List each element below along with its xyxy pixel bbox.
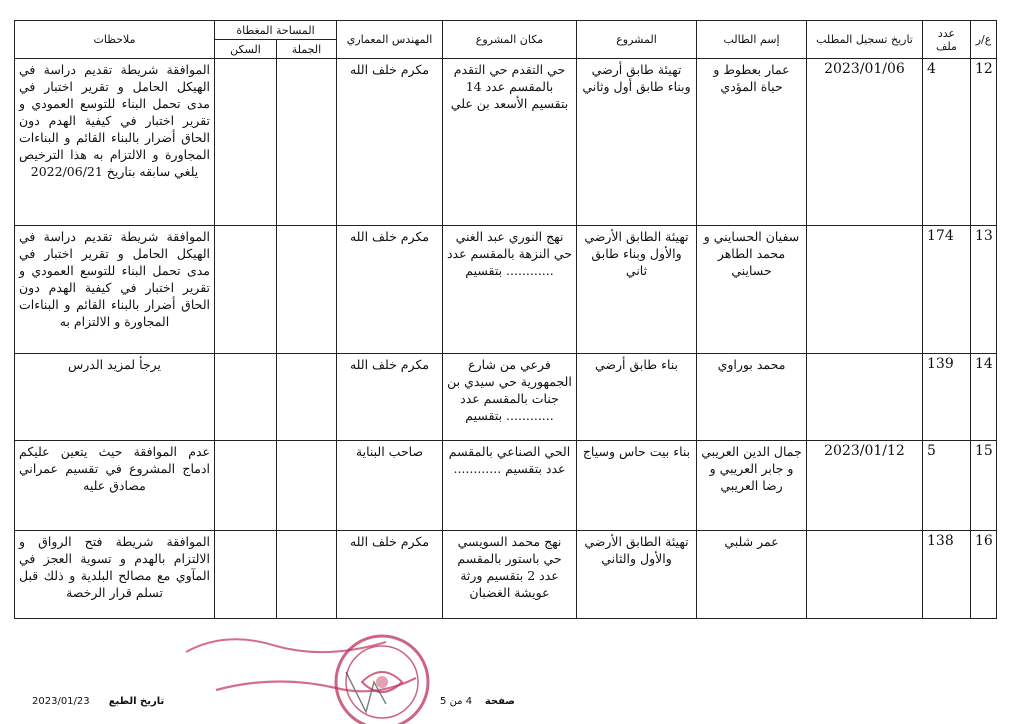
applicant-cell: سفيان الحسايني و محمد الطاهر حسايني bbox=[697, 226, 807, 354]
applicant-cell: عمر شلبي bbox=[697, 531, 807, 619]
area-total-cell bbox=[277, 354, 337, 441]
header-area-total: الجملة bbox=[277, 40, 337, 59]
architect-cell: مكرم خلف الله bbox=[337, 59, 443, 226]
handwritten-signature-icon bbox=[186, 639, 416, 712]
architect-cell: صاحب البناية bbox=[337, 441, 443, 531]
table-row bbox=[15, 531, 997, 619]
row-no-cell: 15 bbox=[971, 441, 997, 531]
header-reg-date: تاريخ تسجيل المطلب bbox=[807, 21, 923, 59]
project-cell: بناء بيت حاس وسياج bbox=[577, 441, 697, 531]
table-row bbox=[15, 226, 997, 354]
area-residential-cell bbox=[215, 441, 277, 531]
location-cell: نهج النوري عبد الغني حي النزهة بالمقسم عدد ............ بتقسيم bbox=[443, 226, 577, 354]
header-notes: ملاحظات bbox=[15, 21, 215, 59]
municipal-stamp-signature bbox=[176, 612, 476, 724]
permits-table bbox=[14, 20, 997, 619]
reg-date-cell bbox=[807, 226, 923, 354]
notes-cell: الموافقة شريطة تقديم دراسة في الهيكل الحامل و تقرير اختبار في مدى تحمل البناء للتوسع العمودي و تقرير اختبار في كيفية الهدم دون الحاق أضرار بالبناء القائم و البناءات المجاورة و الالتزام به هذا الترخيص يلغي سابقه بتاريخ 2022/06/21 bbox=[15, 59, 215, 226]
table-row bbox=[15, 354, 997, 441]
area-residential-cell bbox=[215, 531, 277, 619]
notes-cell: عدم الموافقة حيث يتعين عليكم ادماج المشروع في تقسيم عمراني مصادق عليه bbox=[15, 441, 215, 531]
header-location: مكان المشروع bbox=[443, 21, 577, 59]
row-no-cell: 14 bbox=[971, 354, 997, 441]
page-label: صفحة bbox=[484, 696, 515, 707]
page-of: من bbox=[449, 696, 463, 707]
area-residential-cell bbox=[215, 59, 277, 226]
page-current: 4 bbox=[465, 696, 473, 707]
reg-date-cell: 2023/01/06 bbox=[807, 59, 923, 226]
file-no-cell: 139 bbox=[923, 354, 971, 441]
area-residential-cell bbox=[215, 354, 277, 441]
print-date bbox=[32, 696, 164, 707]
header-architect: المهندس المعماري bbox=[337, 21, 443, 59]
header-area-residential: السكن bbox=[215, 40, 277, 59]
row-no-cell: 12 bbox=[971, 59, 997, 226]
table-row bbox=[15, 59, 997, 226]
notes-cell: الموافقة شريطة فتح الرواق و الالتزام بالهدم و تسوية العجز في المآوي مع مصالح البلدية و ذلك قبل تسلم قرار الرخصة bbox=[15, 531, 215, 619]
notes-cell: يرجأ لمزيد الدرس bbox=[15, 354, 215, 441]
header-covered-area: المساحة المغطاة bbox=[215, 21, 337, 40]
area-total-cell bbox=[277, 59, 337, 226]
page-total: 5 bbox=[440, 696, 447, 707]
row-no-cell: 16 bbox=[971, 531, 997, 619]
applicant-cell: جمال الدين العريبي و جابر العريبي و رضا العريبي bbox=[697, 441, 807, 531]
project-cell: بناء طابق أرضي bbox=[577, 354, 697, 441]
location-cell: فرعي من شارع الجمهورية حي سيدي بن جنات بالمقسم عدد ............ بتقسيم bbox=[443, 354, 577, 441]
area-residential-cell bbox=[215, 226, 277, 354]
reg-date-cell bbox=[807, 531, 923, 619]
header-project: المشروع bbox=[577, 21, 697, 59]
location-cell: الحي الصناعي بالمقسم عدد بتقسيم ............ bbox=[443, 441, 577, 531]
area-total-cell bbox=[277, 531, 337, 619]
reg-date-cell: 2023/01/12 bbox=[807, 441, 923, 531]
file-no-cell: 4 bbox=[923, 59, 971, 226]
print-date-label: تاريخ الطبع bbox=[108, 696, 165, 707]
project-cell: تهيئة طابق أرضي وبناء طابق أول وثاني bbox=[577, 59, 697, 226]
area-total-cell bbox=[277, 226, 337, 354]
location-cell: نهج محمد السويسي حي باستور بالمقسم عدد 2 بتقسيم ورثة عويشة الغضبان bbox=[443, 531, 577, 619]
page-number bbox=[440, 696, 515, 707]
architect-cell: مكرم خلف الله bbox=[337, 226, 443, 354]
header-row-no: ع/ر bbox=[971, 21, 997, 59]
table-row bbox=[15, 441, 997, 531]
applicant-cell: محمد بوراوي bbox=[697, 354, 807, 441]
header-file-no: عدد ملف bbox=[923, 21, 971, 59]
project-cell: تهيئة الطابق الأرضي والأول والثاني bbox=[577, 531, 697, 619]
print-date-value: 2023/01/23 bbox=[32, 696, 90, 707]
area-total-cell bbox=[277, 441, 337, 531]
applicant-cell: عمار بعطوط و حياة المؤدي bbox=[697, 59, 807, 226]
notes-cell: الموافقة شريطة تقديم دراسة في الهيكل الحامل و تقرير اختبار في مدى تحمل البناء للتوسع العمودي و تقرير اختبار في كيفية الهدم دون الحاق أضرار بالبناء القائم و البناءات المجاورة و الالتزام به bbox=[15, 226, 215, 354]
header-applicant: إسم الطالب bbox=[697, 21, 807, 59]
architect-cell: مكرم خلف الله bbox=[337, 354, 443, 441]
row-no-cell: 13 bbox=[971, 226, 997, 354]
file-no-cell: 138 bbox=[923, 531, 971, 619]
location-cell: حي التقدم حي التقدم بالمقسم عدد 14 بتقسيم الأسعد بن علي bbox=[443, 59, 577, 226]
architect-cell: مكرم خلف الله bbox=[337, 531, 443, 619]
file-no-cell: 174 bbox=[923, 226, 971, 354]
reg-date-cell bbox=[807, 354, 923, 441]
file-no-cell: 5 bbox=[923, 441, 971, 531]
project-cell: تهيئة الطابق الأرضي والأول وبناء طابق ثاني bbox=[577, 226, 697, 354]
